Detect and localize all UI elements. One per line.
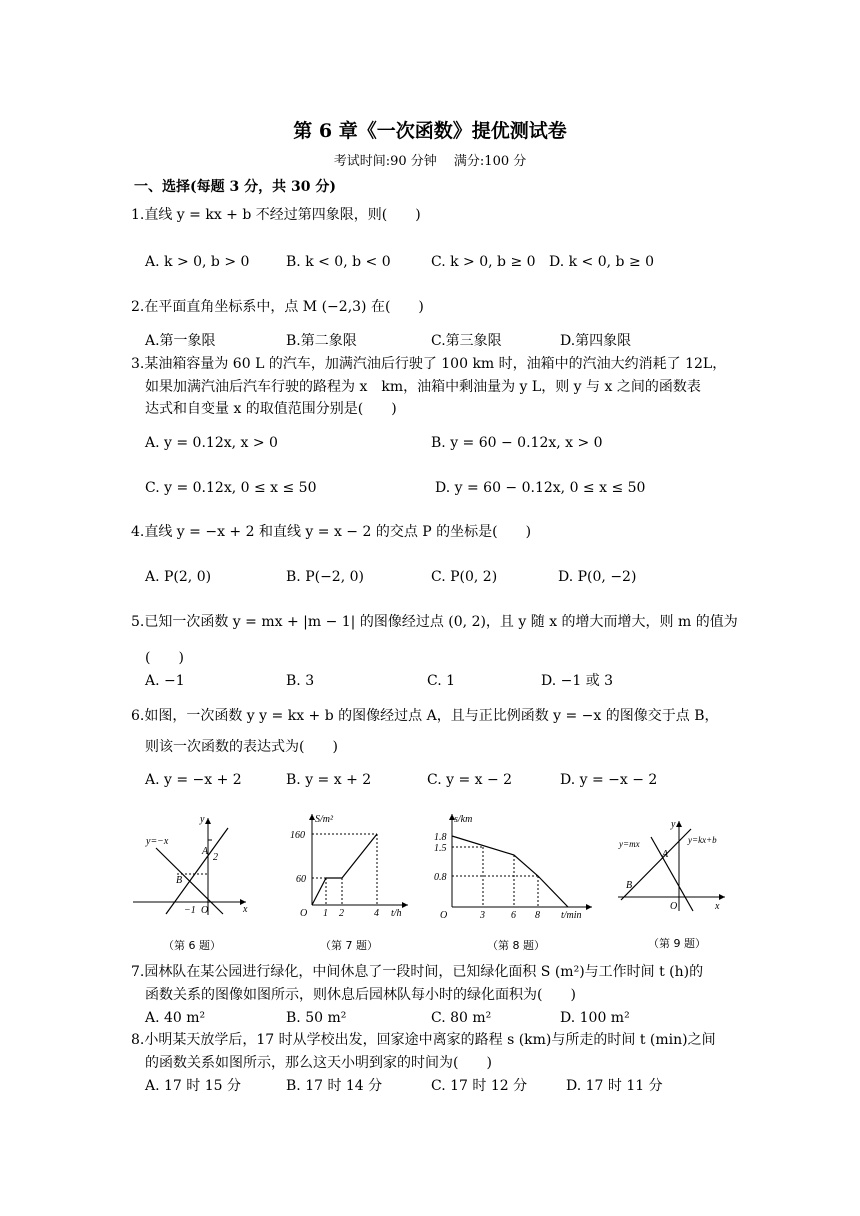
question-3-line3: 达式和自变量 x 的取值范围分别是( ) xyxy=(145,401,397,417)
fig6-caption: （第 6 题） xyxy=(163,939,221,952)
q5-option-d: D. −1 或 3 xyxy=(541,673,614,689)
q6-option-d: D. y = −x − 2 xyxy=(560,772,658,788)
fig7-x-label: t/h xyxy=(391,908,402,919)
fig9-y-label: y xyxy=(671,819,676,830)
fig6-origin: O xyxy=(201,905,209,916)
figure-8 xyxy=(434,810,596,922)
q5-option-c: C. 1 xyxy=(427,673,456,689)
fig8-x-label: t/min xyxy=(561,910,582,921)
question-5: 5.已知一次函数 y = mx + |m − 1| 的图像经过点 (0, 2)，且 y 随 x 的增大而增大，则 m 的值为 xyxy=(131,614,738,630)
question-7: 7.园林队在某公园进行绿化，中间休息了一段时间，已知绿化面积 S (m²)与工作时间 t (h)的 xyxy=(131,964,704,980)
question-2: 2.在平面直角坐标系中，点 M (−2,3) 在( ) xyxy=(131,299,424,315)
question-3-line2: 如果加满汽油后汽车行驶的路程为 x km，油箱中剩油量为 y L，则 y 与 x 之间的函数表 xyxy=(145,379,701,395)
q1-option-c: C. k > 0, b ≥ 0 xyxy=(431,254,536,270)
q7-option-b: B. 50 m² xyxy=(286,1010,347,1026)
q3-option-d: D. y = 60 − 0.12x, 0 ≤ x ≤ 50 xyxy=(435,480,646,496)
question-7-line2: 函数关系的图像如图所示，则休息后园林队每小时的绿化面积为( ) xyxy=(145,987,576,1003)
q1-option-a: A. k > 0, b > 0 xyxy=(145,254,250,270)
fig8-y-label: s/km xyxy=(454,814,473,825)
fig7-origin: O xyxy=(300,908,308,919)
figure-9 xyxy=(615,815,730,915)
q4-option-c: C. P(0, 2) xyxy=(431,569,498,585)
question-4: 4.直线 y = −x + 2 和直线 y = x − 2 的交点 P 的坐标是( ) xyxy=(131,524,532,540)
fig8-ytick-15: 1.5 xyxy=(434,843,447,854)
q5-option-b: B. 3 xyxy=(286,673,315,689)
q1-option-b: B. k < 0, b < 0 xyxy=(286,254,391,270)
fig6-x-label: x xyxy=(243,904,248,915)
question-3: 3.某油箱容量为 60 L 的汽车，加满汽油后行驶了 100 km 时，油箱中的汽油大约消耗了 12L， xyxy=(131,356,727,372)
fig9-x-label: x xyxy=(715,901,720,912)
q8-option-c: C. 17 时 12 分 xyxy=(431,1078,528,1094)
question-8: 8.小明某天放学后，17 时从学校出发，回家途中离家的路程 s (km)与所走的时间 t (min)之间 xyxy=(131,1032,716,1048)
fig6-line-label: y=−x xyxy=(146,836,169,847)
page-title: 第 6 章《一次函数》提优测试卷 xyxy=(293,120,567,142)
fig7-caption: （第 7 题） xyxy=(320,939,378,952)
question-1: 1.直线 y = kx + b 不经过第四象限，则( ) xyxy=(131,207,421,223)
q1-option-d: D. k < 0, b ≥ 0 xyxy=(549,254,655,270)
fig7-xtick-2: 2 xyxy=(339,908,344,919)
q7-option-a: A. 40 m² xyxy=(145,1010,206,1026)
q5-option-a: A. −1 xyxy=(145,673,185,689)
figure-6 xyxy=(128,810,258,920)
fig7-y-label: S/m² xyxy=(315,814,333,825)
fig9-line1-label: y=mx xyxy=(619,839,640,849)
q2-option-a: A.第一象限 xyxy=(145,333,216,349)
q6-option-a: A. y = −x + 2 xyxy=(145,772,242,788)
fig8-xtick-3: 3 xyxy=(480,910,485,921)
q3-option-c: C. y = 0.12x, 0 ≤ x ≤ 50 xyxy=(145,480,317,496)
fig6-point-a: A xyxy=(202,846,209,857)
figure-7 xyxy=(290,810,415,922)
fig9-caption: （第 9 题） xyxy=(648,937,706,950)
fig9-line2-label: y=kx+b xyxy=(688,835,717,845)
q4-option-d: D. P(0, −2) xyxy=(558,569,637,585)
q8-option-b: B. 17 时 14 分 xyxy=(286,1078,383,1094)
fig7-ytick-160: 160 xyxy=(290,830,305,841)
q7-option-c: C. 80 m² xyxy=(431,1010,492,1026)
q6-option-b: B. y = x + 2 xyxy=(286,772,372,788)
fig8-xtick-6: 6 xyxy=(511,910,516,921)
fig7-xtick-4: 4 xyxy=(374,908,379,919)
question-5-line2: ( ) xyxy=(145,650,184,666)
question-6: 6.如图，一次函数 y y = kx + b 的图像经过点 A，且与正比例函数 y = −x 的图像交于点 B， xyxy=(131,708,719,724)
fig8-origin: O xyxy=(440,910,448,921)
q3-option-a: A. y = 0.12x, x > 0 xyxy=(145,435,278,451)
fig6-tick-neg1: −1 xyxy=(184,905,196,916)
fig6-tick-2: 2 xyxy=(213,852,218,863)
q2-option-d: D.第四象限 xyxy=(560,333,632,349)
question-8-line2: 的函数关系如图所示，那么这天小明到家的时间为( ) xyxy=(145,1055,492,1071)
q2-option-c: C.第三象限 xyxy=(431,333,502,349)
fig9-origin: O xyxy=(670,901,678,912)
question-6-line2: 则该一次函数的表达式为( ) xyxy=(145,739,338,755)
fig8-caption: （第 8 题） xyxy=(487,939,545,952)
fig9-point-b: B xyxy=(626,880,633,891)
fig9-point-a: A xyxy=(662,849,669,860)
fig6-y-label: y xyxy=(200,814,205,825)
q7-option-d: D. 100 m² xyxy=(560,1010,630,1026)
fig7-xtick-1: 1 xyxy=(323,908,328,919)
fig6-point-b: B xyxy=(176,875,183,886)
fig7-ytick-60: 60 xyxy=(296,874,306,885)
fig8-ytick-08: 0.8 xyxy=(434,872,447,883)
section-heading: 一、选择(每题 3 分，共 30 分) xyxy=(134,179,336,195)
q3-option-b: B. y = 60 − 0.12x, x > 0 xyxy=(431,435,603,451)
q8-option-a: A. 17 时 15 分 xyxy=(145,1078,241,1094)
q6-option-c: C. y = x − 2 xyxy=(427,772,513,788)
q8-option-d: D. 17 时 11 分 xyxy=(566,1078,663,1094)
q2-option-b: B.第二象限 xyxy=(286,333,357,349)
q4-option-a: A. P(2, 0) xyxy=(145,569,212,585)
fig8-ytick-18: 1.8 xyxy=(434,832,447,843)
fig8-xtick-8: 8 xyxy=(535,910,540,921)
q4-option-b: B. P(−2, 0) xyxy=(286,569,364,585)
exam-info: 考试时间:90 分钟 满分:100 分 xyxy=(333,154,527,169)
